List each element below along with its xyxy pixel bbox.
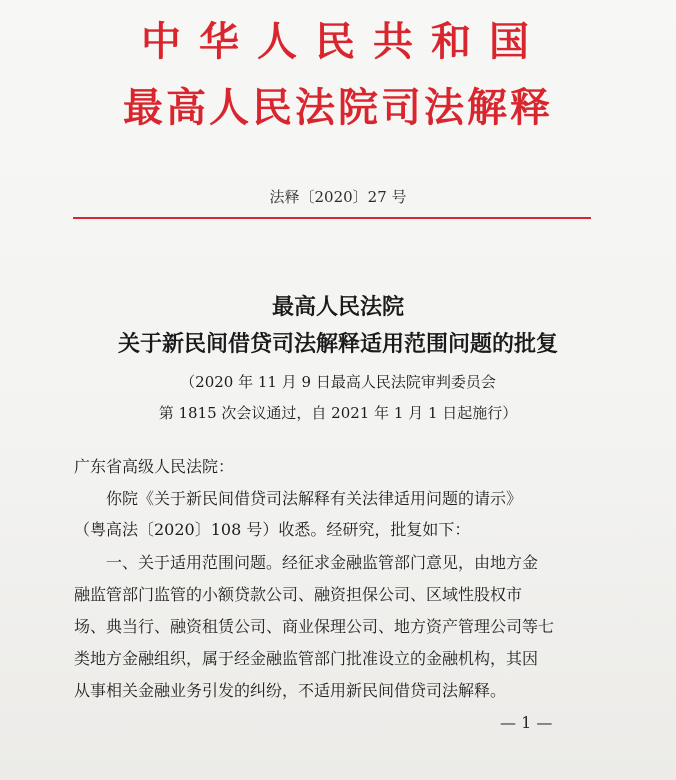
document-title-line2: 关于新民间借贷司法解释适用范围问题的批复 — [117, 332, 558, 357]
addressee: 广东省高级人民法院： — [74, 457, 235, 476]
body-line: 类地方金融组织，属于经金融监管部门批准设立的金融机构，其因 — [74, 649, 539, 668]
body-line: 场、典当行、融资租赁公司、商业保理公司、地方资产管理公司等七 — [74, 617, 555, 636]
red-divider — [73, 217, 591, 219]
document-number: 法释〔2020〕27 号 — [269, 188, 407, 206]
body-line: 你院《关于新民间借贷司法解释有关法律适用问题的请示》 — [106, 489, 523, 508]
header-country-name: 中华人民共和国 — [141, 19, 547, 65]
header-court-title: 最高人民法院司法解释 — [123, 85, 553, 131]
subtitle-line1: （2020 年 11 月 9 日最高人民法院审判委员会 — [180, 373, 496, 391]
body-line: （粤高法〔2020〕108 号）收悉。经研究，批复如下： — [74, 520, 471, 539]
body-line: 一、关于适用范围问题。经征求金融监管部门意见，由地方金 — [106, 553, 539, 572]
body-line: 从事相关金融业务引发的纠纷，不适用新民间借贷司法解释。 — [74, 681, 507, 700]
page-number: — 1 — — [500, 713, 553, 732]
document-title-line1: 最高人民法院 — [271, 295, 404, 320]
subtitle-line2: 第 1815 次会议通过，自 2021 年 1 月 1 日起施行） — [158, 404, 518, 422]
body-line: 融监管部门监管的小额贷款公司、融资担保公司、区域性股权市 — [74, 585, 523, 604]
